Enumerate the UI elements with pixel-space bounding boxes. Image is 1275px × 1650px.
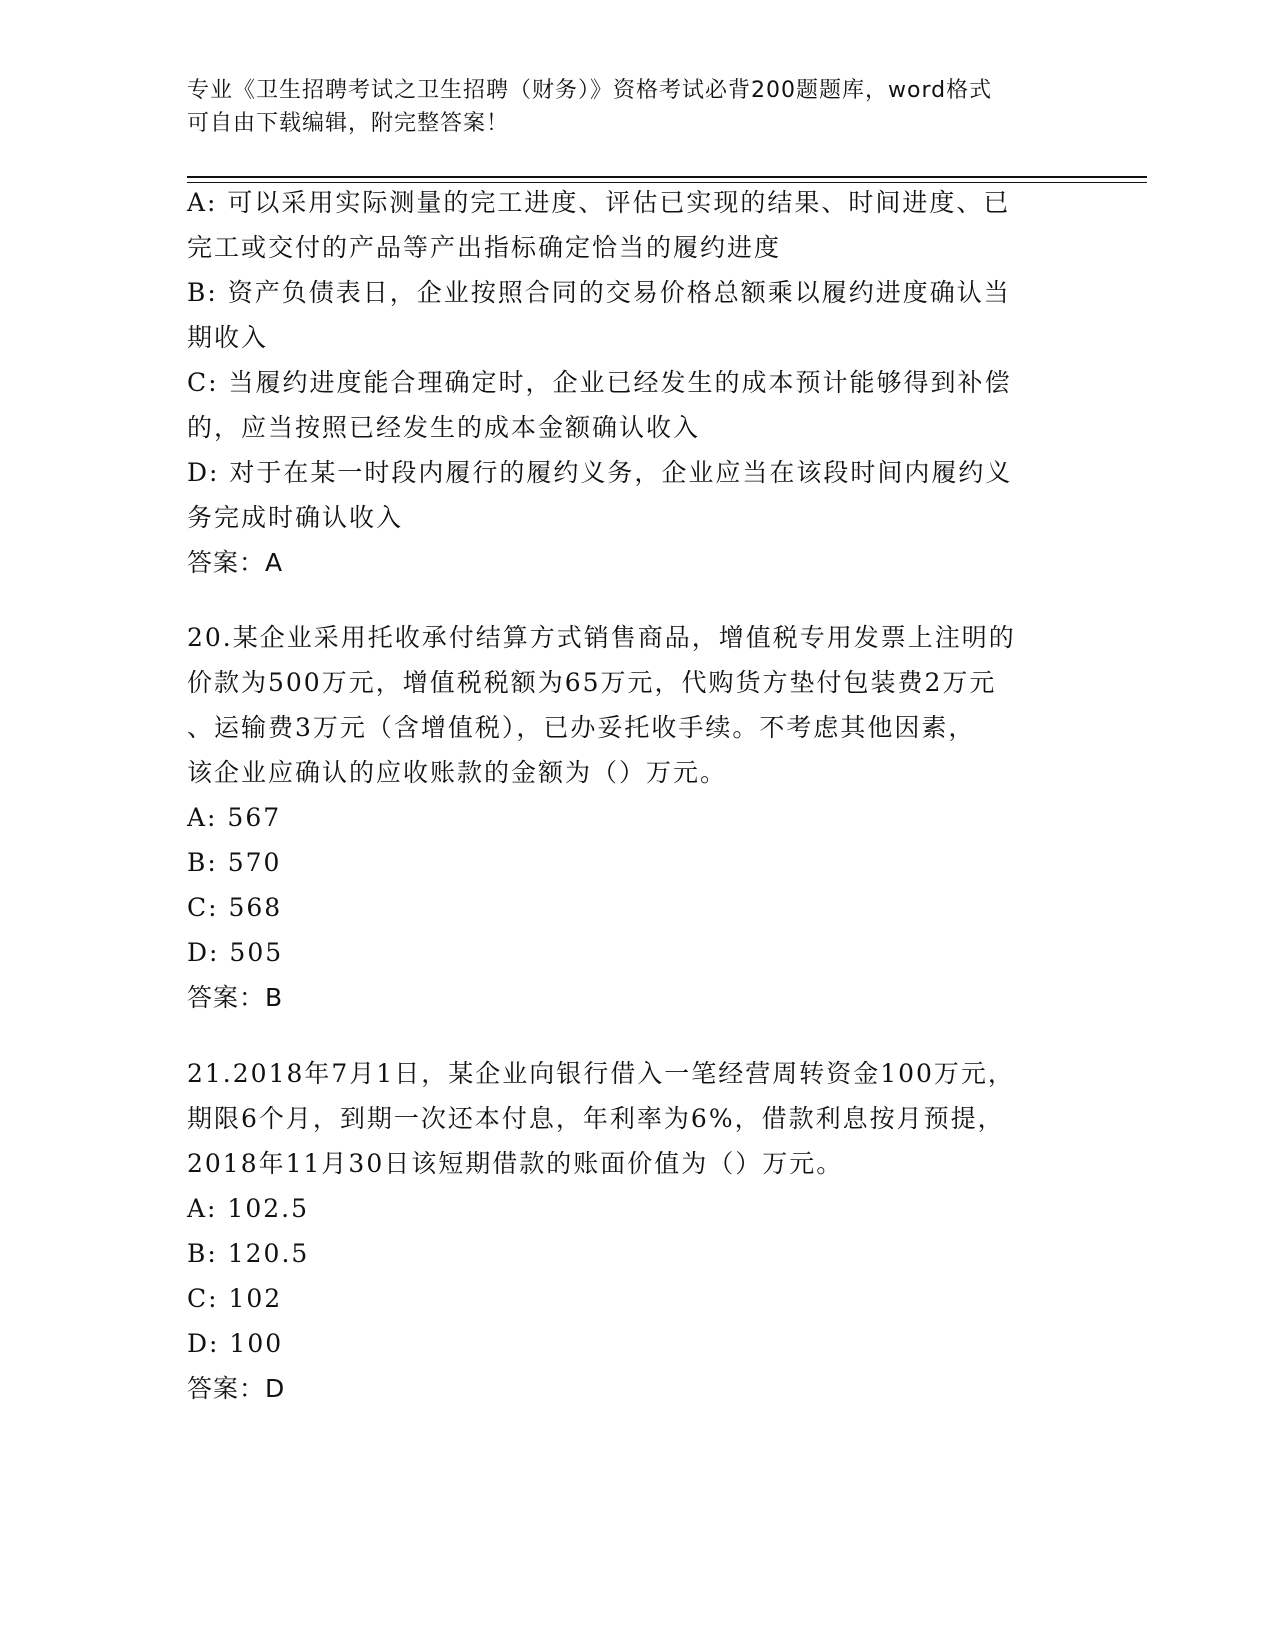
option-line: 完工或交付的产品等产出指标确定恰当的履约进度 <box>187 233 782 262</box>
option-b: B: 570 <box>187 848 282 877</box>
answer-line: 答案：A <box>187 548 284 577</box>
question-line: 该企业应确认的应收账款的金额为（）万元。 <box>187 758 728 787</box>
option-line: B: 资产负债表日，企业按照合同的交易价格总额乘以履约进度确认当 <box>187 278 1011 307</box>
question-line: 价款为500万元，增值税税额为65万元，代购货方垫付包装费2万元 <box>187 668 997 697</box>
option-c: C: 568 <box>187 893 283 922</box>
option-line: 务完成时确认收入 <box>187 503 404 532</box>
document-header <box>187 74 1087 140</box>
option-c: C: 102 <box>187 1284 283 1313</box>
question-19-block <box>187 180 1087 585</box>
question-line: 、运输费3万元（含增值税），已办妥托收手续。不考虑其他因素， <box>187 713 976 742</box>
option-d: D: 505 <box>187 938 284 967</box>
option-line: A: 可以采用实际测量的完工进度、评估已实现的结果、时间进度、已 <box>187 188 1011 217</box>
option-line: D: 对于在某一时段内履行的履约义务，企业应当在该段时间内履约义 <box>187 458 1013 487</box>
option-a: A: 102.5 <box>187 1194 309 1223</box>
option-a: A: 567 <box>187 803 282 832</box>
question-line: 2018年11月30日该短期借款的账面价值为（）万元。 <box>187 1149 844 1178</box>
option-line: 的，应当按照已经发生的成本金额确认收入 <box>187 413 701 442</box>
answer-line: 答案：B <box>187 983 284 1012</box>
question-line: 21.2018年7月1日，某企业向银行借入一笔经营周转资金100万元， <box>187 1059 1015 1088</box>
option-b: B: 120.5 <box>187 1239 310 1268</box>
option-d: D: 100 <box>187 1329 284 1358</box>
option-line: C: 当履约进度能合理确定时，企业已经发生的成本预计能够得到补偿 <box>187 368 1012 397</box>
question-line: 20.某企业采用托收承付结算方式销售商品，增值税专用发票上注明的 <box>187 623 1016 652</box>
answer-line: 答案：D <box>187 1374 286 1403</box>
header-line-2: 可自由下载编辑，附完整答案！ <box>187 111 510 136</box>
header-line-1: 专业《卫生招聘考试之卫生招聘（财务）》资格考试必背200题题库，word格式 <box>187 78 993 103</box>
question-21-block <box>187 1051 1087 1411</box>
question-20-block <box>187 615 1087 1020</box>
question-line: 期限6个月，到期一次还本付息，年利率为6%，借款利息按月预提， <box>187 1104 1005 1133</box>
option-line: 期收入 <box>187 323 269 352</box>
header-rule-thick <box>187 176 1147 178</box>
